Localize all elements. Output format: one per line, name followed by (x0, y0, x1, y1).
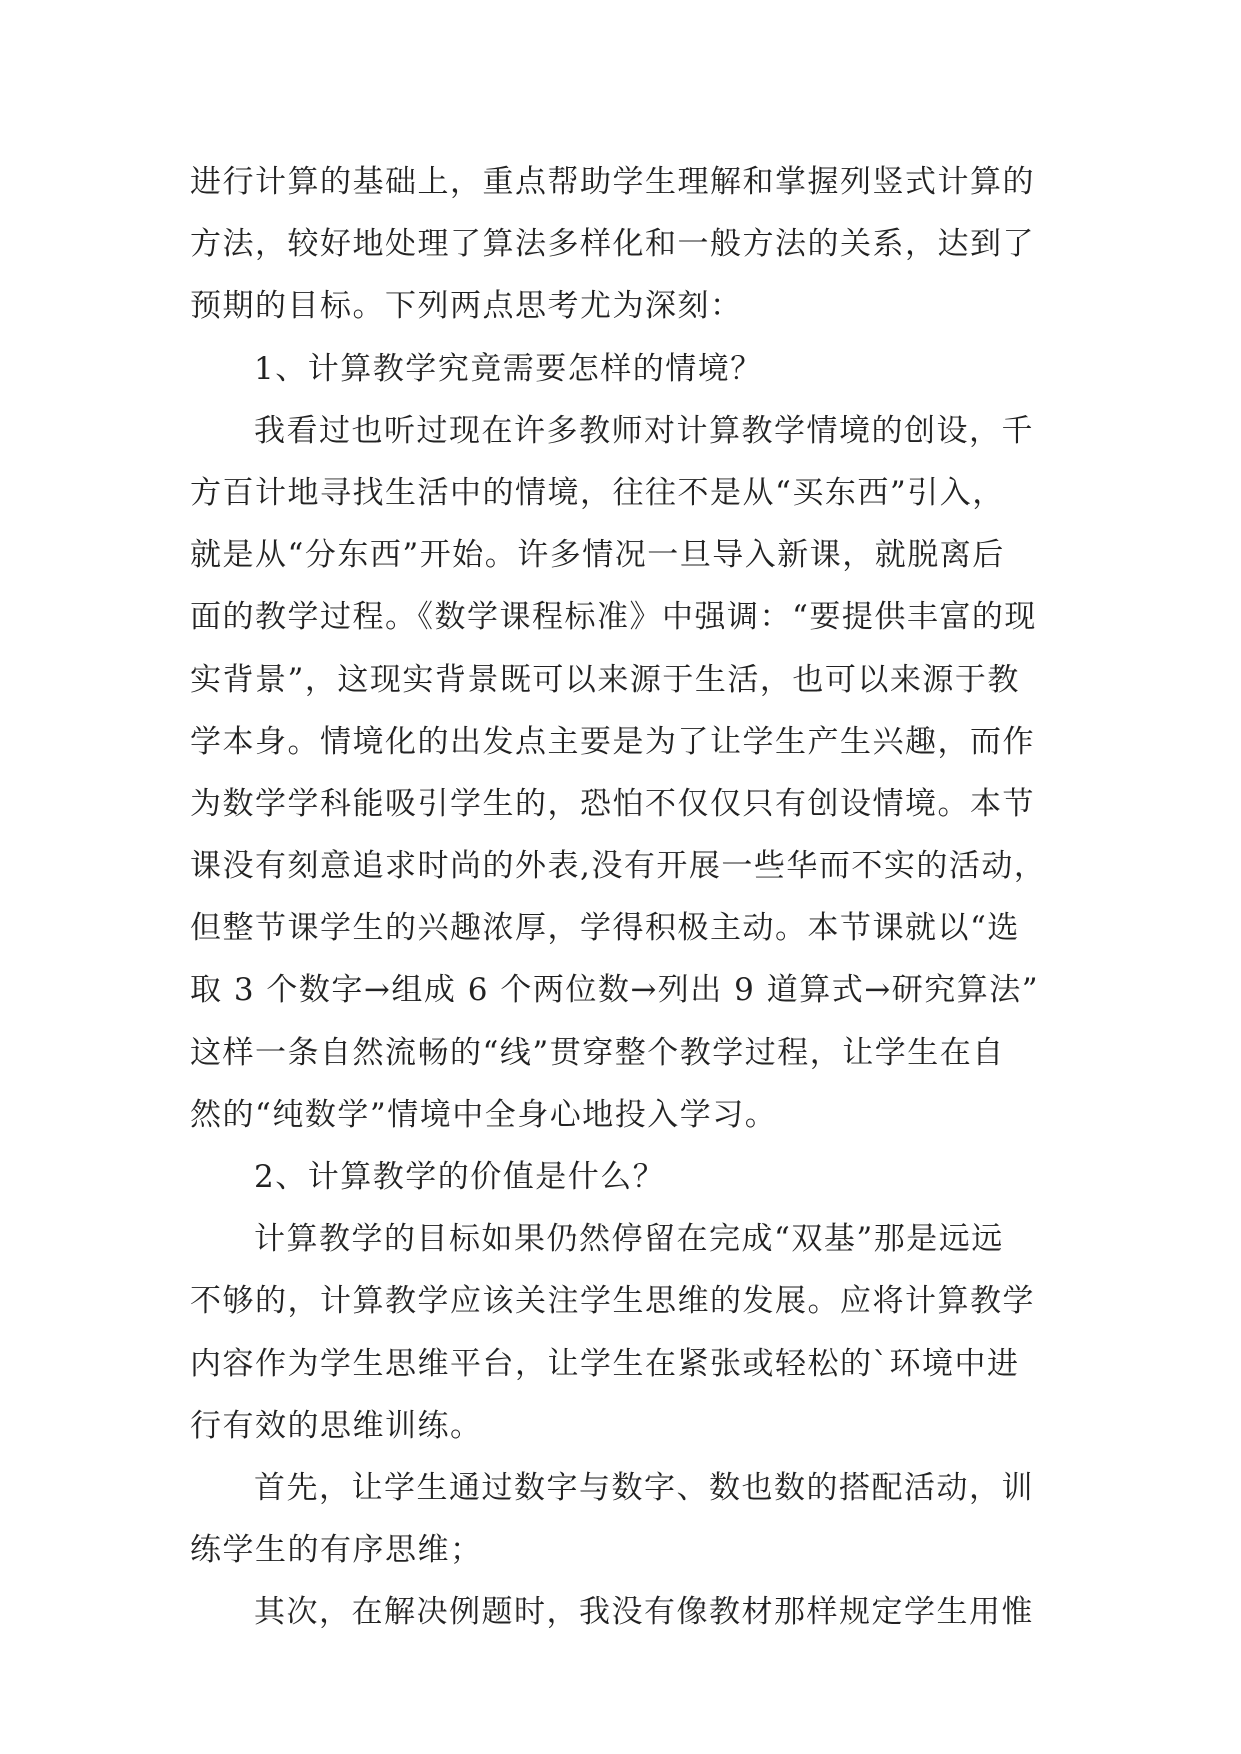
text-line: 实背景”，这现实背景既可以来源于生活，也可以来源于教 (190, 661, 1020, 698)
text-line: 课没有刻意追求时尚的外表,没有开展一些华而不实的活动， (190, 848, 1047, 885)
text-line: 方百计地寻找生活中的情境，往往不是从“买东西”引入， (190, 474, 1005, 511)
text-line: 就是从“分东西”开始。许多情况一旦导入新课，就脱离后 (190, 537, 1005, 574)
text-line: 但整节课学生的兴趣浓厚，学得积极主动。本节课就以“选 (190, 910, 1020, 947)
body-text (190, 151, 1050, 1644)
text-line: 取 3 个数字→组成 6 个两位数→列出 9 道算式→研究算法” (190, 972, 1040, 1009)
text-line: 不够的，计算教学应该关注学生思维的发展。应将计算教学 (190, 1283, 1035, 1320)
text-line: 我看过也听过现在许多教师对计算教学情境的创设，千 (254, 412, 1034, 449)
section-heading-2: 2、计算教学的价值是什么？ (254, 1159, 666, 1195)
text-line: 为数学学科能吸引学生的，恐怕不仅仅只有创设情境。本节 (190, 785, 1035, 822)
text-line: 方法，较好地处理了算法多样化和一般方法的关系，达到了 (190, 226, 1035, 263)
text-line: 学本身。情境化的出发点主要是为了让学生产生兴趣，而作 (190, 723, 1035, 760)
section-heading-1: 1、计算教学究竟需要怎样的情境？ (254, 350, 763, 387)
text-line: 行有效的思维训练。 (190, 1407, 483, 1444)
text-line: 练学生的有序思维； (190, 1532, 483, 1569)
text-line: 这样一条自然流畅的“线”贯穿整个教学过程，让学生在自 (190, 1034, 1005, 1071)
text-line: 首先，让学生通过数字与数字、数也数的搭配活动，训 (254, 1469, 1034, 1506)
text-line: 进行计算的基础上，重点帮助学生理解和掌握列竖式计算的 (190, 164, 1035, 200)
text-line: 计算教学的目标如果仍然停留在完成“双基”那是远远 (254, 1221, 1004, 1258)
text-line: 内容作为学生思维平台，让学生在紧张或轻松的`环境中进 (190, 1345, 1020, 1382)
text-line: 其次，在解决例题时，我没有像教材那样规定学生用惟 (254, 1594, 1034, 1631)
text-line: 面的教学过程。《数学课程标准》中强调：“要提供丰富的现 (190, 599, 1037, 636)
text-line: 预期的目标。下列两点思考尤为深刻： (190, 288, 743, 325)
text-line: 然的“纯数学”情境中全身心地投入学习。 (190, 1096, 778, 1133)
